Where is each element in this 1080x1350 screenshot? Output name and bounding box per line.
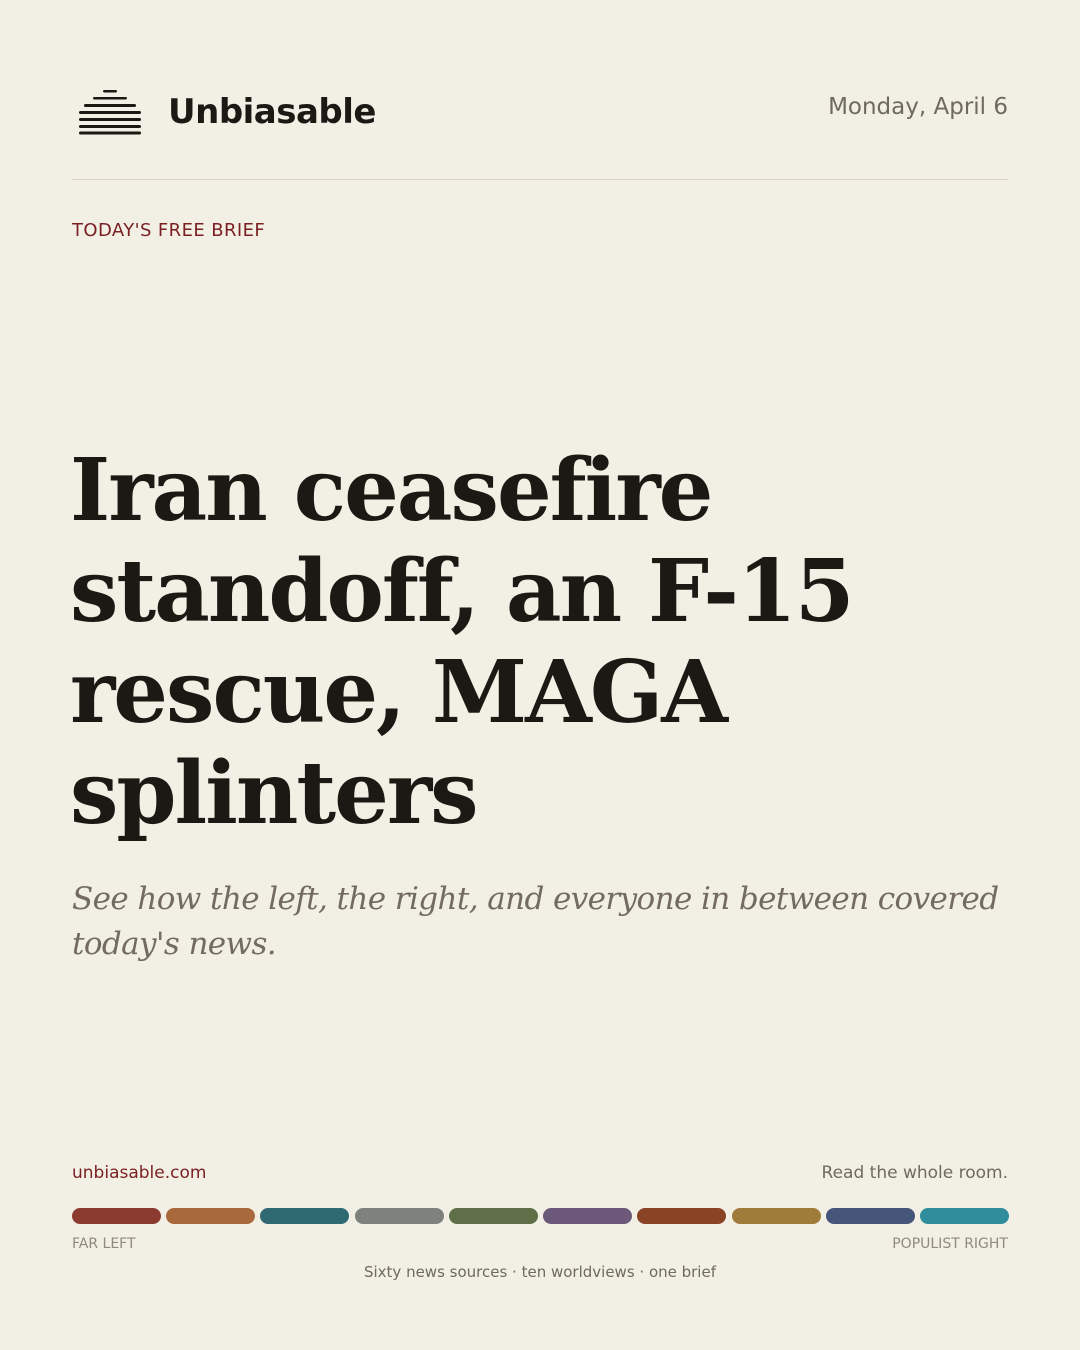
spectrum-segment [260,1208,349,1224]
brief-kicker: TODAY'S FREE BRIEF [72,220,266,241]
spectrum-segment [543,1208,632,1224]
subhead: See how the left, the right, and everyone in between covered today's news. [72,881,999,962]
brand-name[interactable]: Unbiasable [168,92,376,132]
spectrum-segment [637,1208,726,1224]
spectrum-segment [449,1208,538,1224]
spectrum-segment [826,1208,915,1224]
stacked-lines-logo-icon [78,89,142,135]
spectrum-left-label: FAR LEFT [72,1236,136,1252]
footer-tagline: Read the whole room. [821,1163,1008,1183]
site-url-link[interactable]: unbiasable.com [72,1163,207,1183]
spectrum-segment [72,1208,161,1224]
header [72,86,1008,140]
date-label: Monday, April 6 [828,94,1008,120]
political-spectrum-bar [72,1208,1009,1224]
spectrum-segment [355,1208,444,1224]
spectrum-segment [166,1208,255,1224]
header-divider [72,179,1008,180]
spectrum-right-label: POPULIST RIGHT [892,1236,1008,1252]
headline: Iran ceasefire standoff, an F-15 rescue, MAGA splinters [70,440,853,844]
spectrum-segment [732,1208,821,1224]
footer-note: Sixty news sources · ten worldviews · one brief [363,1263,716,1281]
spectrum-segment [920,1208,1009,1224]
